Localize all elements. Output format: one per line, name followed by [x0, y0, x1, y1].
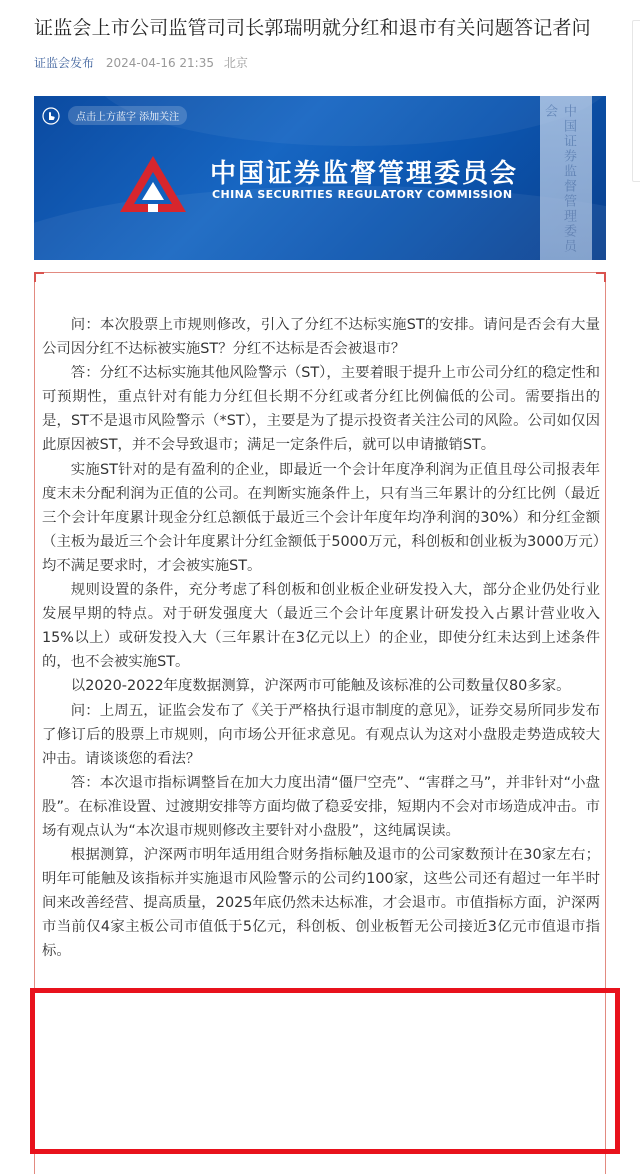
paragraph-q2: 问：上周五，证监会发布了《关于严格执行退市制度的意见》，证券交易所同步发布了修订后的股票上市规则，向市场公开征求意见。有观点认为这对小盘股走势造成较大冲击。请谈谈您的看法？ — [42, 702, 600, 767]
paragraph-a1-exemption: 规则设置的条件，充分考虑了科创板和创业板企业研发投入大，部分企业仍处行业发展早期的特点。对于研发强度大（最近三个会计年度累计研发投入占累计营业收入15%以上）或研发投入大（三年累计在3亿元以上）的企业，即使分红未达到上述条件的，也不会被实施ST。 — [42, 582, 600, 671]
csrc-logo-icon — [118, 154, 188, 216]
org-name-en: CHINA SECURITIES REGULATORY COMMISSION — [212, 188, 513, 201]
hand-pointer-icon — [42, 107, 60, 125]
side-panel — [632, 20, 640, 182]
highlight-box — [30, 988, 620, 1154]
paragraph-a1-estimate: 以2020-2022年度数据测算，沪深两市可能触及该标准的公司数量仅80多家。 — [70, 678, 571, 695]
article-body — [42, 313, 600, 964]
paragraph-a1: 答：分红不达标实施其他风险警示（ST），主要着眼于提升上市公司分红的稳定性和可预期性，重点针对有能力分红但长期不分红或者分红比例偏低的公司。需要指出的是，ST不是退市风险警示（*ST），主要是为了提示投资者关注公司的风险。公司如仅因此原因被ST，并不会导致退市；满足一定条件后，就可以申请撤销ST。 — [42, 365, 600, 454]
paragraph-q1: 问：本次股票上市规则修改，引入了分红不达标实施ST的安排。请问是否会有大量公司因分红不达标被实施ST？分红不达标是否会被退市？ — [42, 317, 600, 358]
publish-time: 2024-04-16 21:35 — [105, 56, 214, 70]
seal-text: 中国证券监督管理委员会 — [542, 104, 576, 254]
paragraph-a2: 答：本次退市指标调整旨在加大力度出清“僵尸空壳”、“害群之马”，并非针对“小盘股”。在标准设置、过渡期安排等方面均做了稳妥安排，短期内不会对市场造成冲击。市场有观点认为“本次退市规则修改主要针对小盘股”，这纯属误读。 — [42, 774, 600, 839]
follow-text: 点击上方蓝字 添加关注 — [68, 106, 187, 125]
org-name-cn: 中国证券监督管理委员会 — [210, 159, 519, 189]
publish-location: 北京 — [223, 56, 248, 70]
paragraph-a1-detail: 实施ST针对的是有盈利的企业，即最近一个会计年度净利润为正值且母公司报表年度末未分配利润为正值的公司。在判断实施条件上，只有当三年累计的分红比例（最近三个会计年度累计现金分红总额低于最近三个会计年度年均净利润的30%）和分红金额（主板为最近三个会计年度累计分红金额低于5000万元，科创板和创业板为3000万元）均不满足要求时，才会被实施ST。 — [42, 461, 600, 574]
csrc-banner — [34, 96, 606, 260]
paragraph-a2-estimate: 根据测算，沪深两市明年适用组合财务指标触及退市的公司家数预计在30家左右；明年可能触及该指标并实施退市风险警示的公司约100家，这些公司还有超过一年半时间来改善经营、提高质量，2025年底仍然未达标准，才会退市。市值指标方面，沪深两市当前仅4家主板公司市值低于5亿元，科创板、创业板暂无公司接近3亿元市值退市指标。 — [42, 847, 600, 960]
article-meta — [34, 54, 248, 71]
article-title: 证监会上市公司监管司司长郭瑞明就分红和退市有关问题答记者问 — [34, 17, 591, 39]
frame-corner — [596, 272, 606, 282]
frame-corner — [34, 272, 44, 282]
vertical-seal — [540, 96, 592, 260]
follow-prompt[interactable] — [42, 106, 187, 125]
source-link[interactable]: 证监会发布 — [34, 56, 95, 70]
frame-top-border — [40, 272, 600, 273]
